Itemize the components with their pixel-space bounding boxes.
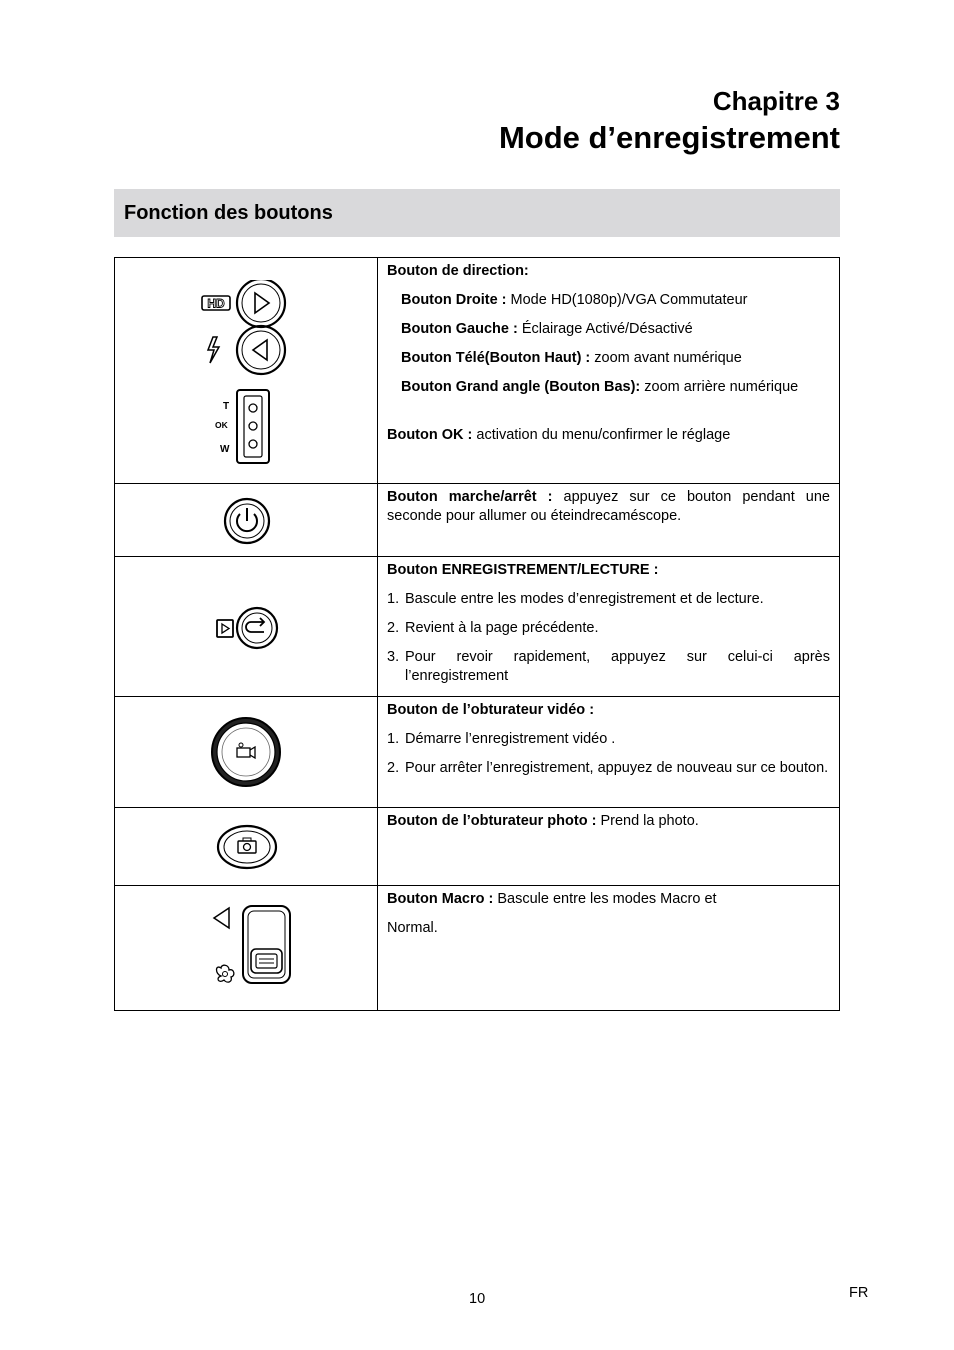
chapter-title: Mode d’enregistrement <box>498 120 840 155</box>
table-row <box>115 808 840 886</box>
chapter-number: Chapitre 3 <box>712 86 840 116</box>
icon-cell <box>115 484 378 557</box>
table-row <box>115 557 840 697</box>
video-heading: Bouton de l’obturateur vidéo : <box>387 702 595 718</box>
icon-cell <box>115 808 378 886</box>
power-button-desc: Bouton marche/arrêt : appuyez sur ce bouton pendant une seconde pour allumer ou éteindrecaméscope. <box>387 489 830 524</box>
tele-button-desc: Bouton Télé(Bouton Haut) : zoom avant numérique <box>401 350 742 366</box>
video-shutter-icon <box>209 715 283 789</box>
description-cell <box>378 484 840 557</box>
chapter-heading <box>499 84 840 158</box>
right-button-desc: Bouton Droite : Mode HD(1080p)/VGA Commutateur <box>401 292 748 308</box>
list-item: 2. Revient à la page précédente. <box>387 620 599 636</box>
ok-button-desc: Bouton OK : activation du menu/confirmer le réglage <box>387 427 731 443</box>
photo-button-desc: Bouton de l’obturateur photo : Prend la photo. <box>387 813 699 829</box>
icon-cell <box>115 697 378 808</box>
w-label: W <box>220 444 230 455</box>
macro-button-desc: Bouton Macro : Bascule entre les modes Macro et <box>387 891 717 907</box>
direction-heading: Bouton de direction: <box>387 263 529 279</box>
t-label: T <box>223 401 230 412</box>
table-row <box>115 258 840 484</box>
left-button-desc: Bouton Gauche : Éclairage Activé/Désactivé <box>401 321 693 337</box>
description-cell <box>378 886 840 1011</box>
macro-switch-icon <box>211 904 295 986</box>
table-row <box>115 484 840 557</box>
icon-cell <box>115 557 378 697</box>
description-cell <box>378 808 840 886</box>
record-play-heading: Bouton ENREGISTREMENT/LECTURE : <box>387 562 659 578</box>
icon-cell <box>115 886 378 1011</box>
page-number: 10 <box>469 1291 486 1307</box>
section-title: Fonction des boutons <box>124 202 333 224</box>
ok-label: OK <box>215 420 228 430</box>
description-cell <box>378 557 840 697</box>
section-bar <box>114 189 840 237</box>
description-cell <box>378 258 840 484</box>
hd-label: HD <box>207 296 225 311</box>
wide-button-desc: Bouton Grand angle (Bouton Bas): zoom arrière numérique <box>401 379 799 395</box>
table-row <box>115 697 840 808</box>
list-item: 1. Bascule entre les modes d’enregistrement et de lecture. <box>387 591 764 607</box>
list-item: 2. Pour arrêter l’enregistrement, appuyez de nouveau sur ce bouton. <box>387 760 829 776</box>
direction-buttons-icon <box>199 280 291 468</box>
icon-cell <box>115 258 378 484</box>
record-play-icon <box>215 606 281 652</box>
list-item: 3. Pour revoir rapidement, appuyez sur celui-ci après l’enregistrement <box>387 649 830 684</box>
macro-button-desc-continued: Normal. <box>387 920 438 936</box>
list-item: 1. Démarre l’enregistrement vidéo . <box>387 731 616 747</box>
description-cell <box>378 697 840 808</box>
photo-shutter-icon <box>216 824 278 870</box>
table-row <box>115 886 840 1011</box>
buttons-table <box>114 257 840 1011</box>
power-icon <box>222 496 272 546</box>
language-tag: FR <box>849 1285 869 1301</box>
